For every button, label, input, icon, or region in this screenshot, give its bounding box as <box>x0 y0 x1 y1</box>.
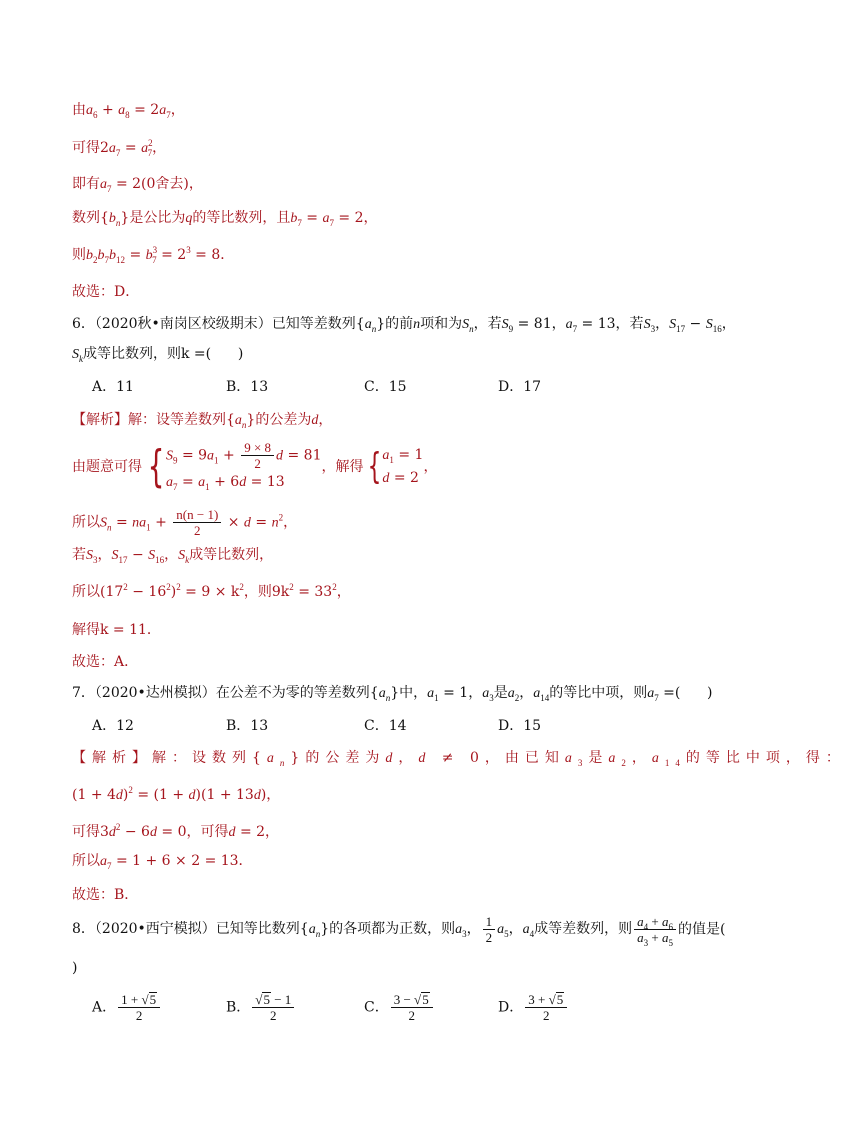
q6-option-a[interactable]: A．11 <box>92 379 134 395</box>
q7-analysis-tag: 【解析】 <box>72 750 152 766</box>
q6-option-b[interactable]: B．13 <box>226 379 269 395</box>
q8-source: （2020•西宁模拟） <box>94 921 216 937</box>
q7-solution-2: $(1 + 4d)^2 = (1 + d)(1 + 13d)$， <box>72 785 281 803</box>
q6-result-2: d = 2 <box>382 470 419 486</box>
q7-solution-4: 所以$a_7 = 1 + 6 \times 2 = 13$． <box>72 853 253 871</box>
q8-ratio-den: $a_3 + a_5$ <box>637 930 673 948</box>
q6-stem-line-2: $S_k$成等比数列，则k =( ) <box>72 346 244 364</box>
q8-option-b-label: B． <box>226 999 251 1016</box>
q7-option-d[interactable]: D．15 <box>498 718 542 734</box>
q8-ratio-frac <box>634 914 676 948</box>
q7-number: 7． <box>72 685 95 701</box>
q8-option-a-den: 2 <box>135 1008 143 1023</box>
q6-solution-4: 若$S_3$，$S_{17} - S_{16}$，$S_k$成等比数列， <box>72 547 274 565</box>
q8-half-frac <box>483 914 496 945</box>
answer-q7: 故选：B． <box>72 887 139 903</box>
q6-sol2-end: ， <box>423 459 438 475</box>
q6-analysis-tag: 【解析】 <box>72 412 128 428</box>
q6-sum-frac-num: n(n − 1) <box>173 507 221 523</box>
q8-stem-close: ) <box>72 960 78 976</box>
q8-option-c-num: 3 − √5 <box>391 992 433 1008</box>
q6-source: （2020秋•南岗区校级期末） <box>94 316 272 332</box>
q8-option-b[interactable] <box>226 992 296 1023</box>
q8-option-a-num: 1 + √5 <box>118 992 160 1008</box>
q8-half-num: 1 <box>483 914 496 930</box>
q6-sol2-pre: 由题意可得 <box>72 459 142 475</box>
q8-option-d[interactable] <box>498 992 569 1023</box>
q7-option-a[interactable]: A．12 <box>92 718 134 734</box>
q6-result-1: $a_1 = 1$ <box>382 447 424 465</box>
q6-sum-frac <box>173 507 221 538</box>
q8-option-a-label: A． <box>92 999 117 1016</box>
q6-system-eq1: $S_9 = 9a_1$ + $\frac{9 \times 8}{2}$ d = 81 <box>166 440 322 471</box>
q7-solution-1: 【解析】解：设数列$\{a_n\}$的公差为d，d ≠ 0，由已知$a_3$是$a_2$，$a_{14}$的等比中项，得： <box>72 750 846 768</box>
q6-option-d[interactable]: D．17 <box>498 379 542 395</box>
q8-number: 8． <box>72 921 95 937</box>
q8-option-c-label: C． <box>364 999 389 1016</box>
q6-sys-frac <box>241 440 274 471</box>
q8-half-den: 2 <box>485 930 493 945</box>
q7-option-c[interactable]: C．14 <box>364 718 407 734</box>
q8-option-c-den: 2 <box>408 1008 415 1023</box>
q6-system-eq2: $a_7 = a_1 + 6d = 13$ <box>166 474 285 492</box>
q6-sol2-mid: ，解得 <box>321 459 364 475</box>
q6-solution-6: 解得k = 11． <box>72 622 161 638</box>
q6-sum-frac-den: 2 <box>194 523 201 538</box>
q6-solution-5: 所以$(17^2 - 16^2)^2 = 9 \times k^2$，则$9k^2 = 33^2$， <box>72 582 351 600</box>
solution-line-5: 则$b_2b_7b_{12} = b^3_7 = 2^3 = 8$． <box>72 245 235 265</box>
q6-solution-1: 【解析】解：设等差数列$\{a_n\}$的公差为d， <box>72 412 333 430</box>
q8-option-d-num: 3 + √5 <box>525 992 567 1008</box>
answer-q6: 故选：A． <box>72 654 139 670</box>
q8-option-b-den: 2 <box>270 1008 277 1023</box>
q8-stem-c: 的值是( <box>678 921 726 938</box>
q8-option-a[interactable] <box>92 992 162 1023</box>
q6-option-c[interactable]: C．15 <box>364 379 407 395</box>
q6-number: 6． <box>72 316 95 332</box>
q6-stem-line-1: 6．（2020秋•南岗区校级期末）已知等差数列$\{a_n\}$的前n项和为$S_n$，若$S_9 = 81$，$a_7 = 13$，若$S_3$，$S_{17} - S_{16}$， <box>72 316 736 334</box>
q6-solution-2: 由题意可得 { $S_9 = 9a_1$ + $\frac{9 \times 8}{2}$ d = 81 $a_7 = a_1 + 6d = 13$ ，解得 { $a_1 = 1$ d = 2 ， <box>72 440 438 492</box>
q8-option-d-label: D． <box>498 999 524 1016</box>
q7-option-b[interactable]: B．13 <box>226 718 269 734</box>
q6-sys-frac-den: 2 <box>254 456 261 471</box>
answer-q5: 故选：D． <box>72 284 140 300</box>
q7-source: （2020•达州模拟） <box>94 685 216 701</box>
solution-line-4: 数列$\{b_n\}$是公比为q的等比数列，且$b_7 = a_7 = 2$， <box>72 210 378 228</box>
q8-stem: 8．（2020•西宁模拟）已知等比数列$\{a_n\}$的各项都为正数，则$a_3$， $\frac{1}{2}$ $a_5$，$a_4$成等差数列，则 $\frac{a_4 + a_6}{a_3 + a_5}$ 的值是( <box>72 914 726 948</box>
q7-solution-3: 可得$3d^2 - 6d = 0$，可得d = 2， <box>72 822 280 840</box>
solution-line-2: 可得$2a_7 = a^2_7$， <box>72 138 167 158</box>
solution-line-1: 由$a_6 + a_8 = 2a_7$， <box>72 102 185 120</box>
q6-sys-frac-num: 9 × 8 <box>241 440 274 456</box>
q8-option-c[interactable] <box>364 992 435 1023</box>
q7-stem: 7．（2020•达州模拟）在公差不为零的等差数列$\{a_n\}$中，$a_1 = 1$，$a_3$是$a_2$，$a_{14}$的等比中项，则$a_7$ =( ) <box>72 685 713 703</box>
solution-line-3: 即有$a_7 = 2(0$舍去)， <box>72 176 203 194</box>
q8-ratio-num: $a_4 + a_6$ <box>634 914 676 930</box>
q8-option-b-num: √5 − 1 <box>252 992 294 1008</box>
q8-option-d-den: 2 <box>542 1008 550 1023</box>
q6-solution-3: 所以$S_n = na_1$ + $\frac{n(n - 1)}{2}$ × $d = n^2$， <box>72 507 298 538</box>
